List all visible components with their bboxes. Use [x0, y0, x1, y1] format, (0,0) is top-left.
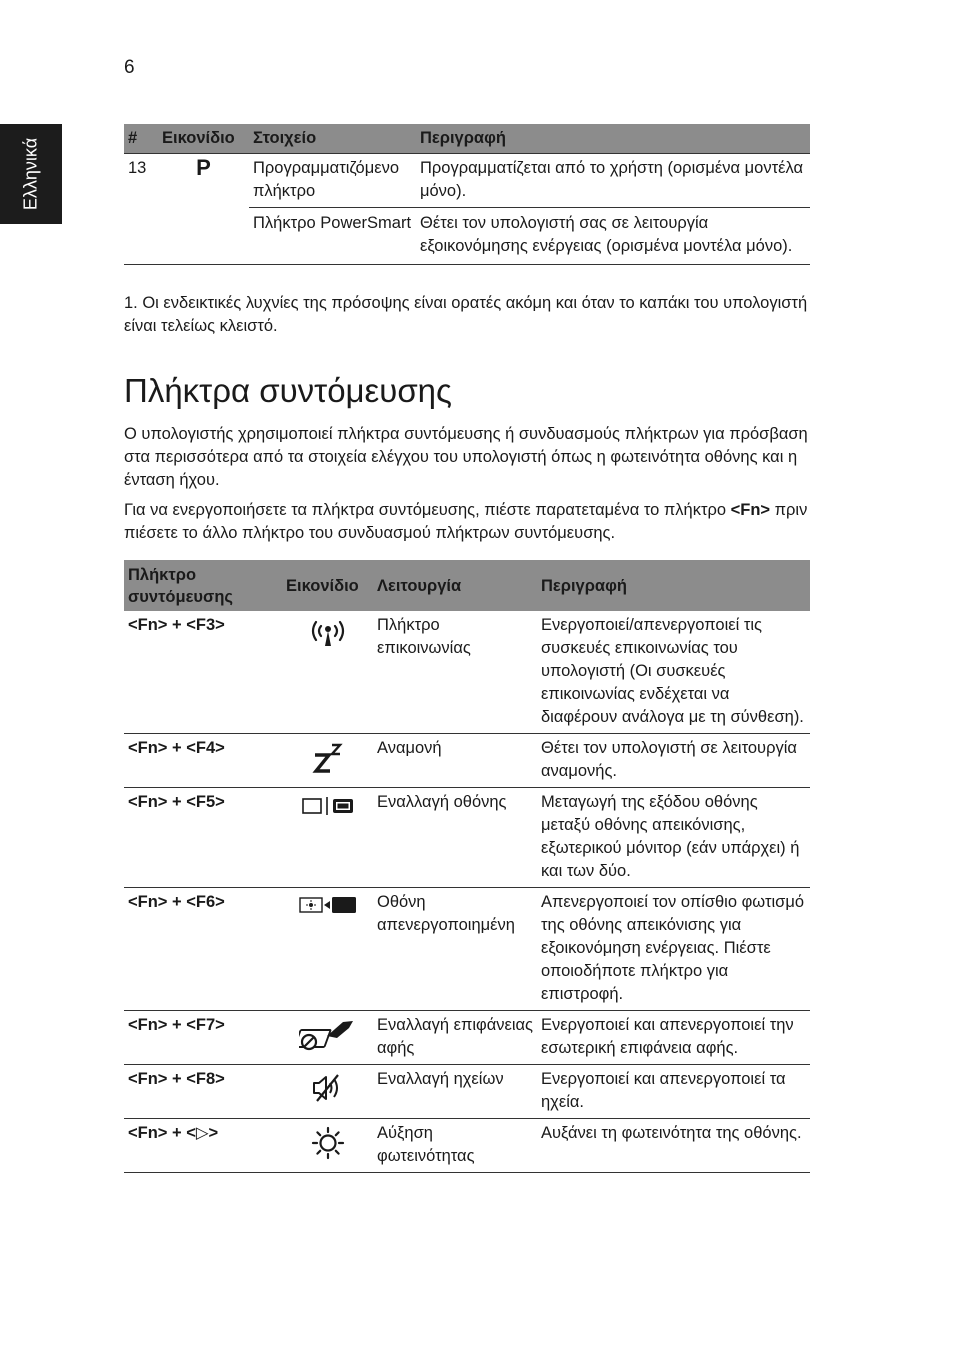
icon-cell [282, 611, 373, 734]
table-row [124, 1011, 810, 1065]
instruction-paragraph [124, 499, 814, 545]
hotkey-combination: <Fn> + <F8> [124, 1065, 282, 1119]
hotkey-combination: <Fn> + <F7> [124, 1011, 282, 1065]
column-header: Εικονίδιο [158, 124, 249, 154]
language-side-tab [0, 124, 62, 224]
table-row [124, 611, 810, 734]
icon-cell [282, 1119, 373, 1173]
wireless-communication-icon [309, 618, 347, 648]
hotkey-function: Αναμονή [373, 734, 537, 788]
table-row [124, 1119, 810, 1173]
p-key-icon: P [196, 155, 211, 180]
fn-key-label: <Fn> [730, 501, 771, 519]
hotkeys-table [124, 560, 810, 1173]
icon-cell [282, 1011, 373, 1065]
touchpad-toggle-icon [299, 1018, 357, 1052]
item-number: 13 [124, 154, 158, 265]
hotkey-description: Απενεργοποιεί τον οπίσθιο φωτισμό της οθόνης απεικόνισης για εξοικονόμηση ενέργειας. Πιέστε οποιοδήποτε πλήκτρο για επιστροφή. [537, 888, 810, 1011]
hotkey-description: Ενεργοποιεί και απενεργοποιεί τα ηχεία. [537, 1065, 810, 1119]
column-header: Λειτουργία [373, 560, 537, 611]
column-header: Περιγραφή [537, 560, 810, 611]
brightness-up-icon [311, 1126, 345, 1160]
table-row [124, 154, 810, 208]
hotkey-description: Θέτει τον υπολογιστή σε λειτουργία αναμονής. [537, 734, 810, 788]
footnote: 1. Οι ενδεικτικές λυχνίες της πρόσοψης είναι ορατές ακόμη και όταν το καπάκι του υπολογιστή είναι τελείως κλειστό. [124, 294, 808, 335]
hotkey-description: Αυξάνει τη φωτεινότητα της οθόνης. [537, 1119, 810, 1173]
column-header: Πλήκτρο συντόμευσης [124, 560, 282, 611]
instruction-text: πριν πιέσετε το άλλο πλήκτρο του συνδυασμού πλήκτρων συντόμευσης. [124, 501, 808, 542]
hotkey-function: Αύξηση φωτεινότητας [373, 1119, 537, 1173]
screen-off-icon [298, 895, 358, 915]
page-number: 6 [124, 57, 135, 78]
icon-cell [282, 888, 373, 1011]
icon-cell [282, 1065, 373, 1119]
hotkey-description: Ενεργοποιεί/απενεργοποιεί τις συσκευές επικοινωνίας του υπολογιστή (Οι συσκευές επικοινωνίας ενδέχεται να διαφέρουν ανάλογα με τη σύνθεση). [537, 611, 810, 734]
table-row [124, 788, 810, 888]
table-header-row [124, 560, 810, 611]
icon-cell [282, 788, 373, 888]
hotkey-combination: <Fn> + <F6> [124, 888, 282, 1011]
sleep-icon [311, 741, 345, 775]
hotkey-description: Μεταγωγή της εξόδου οθόνης μεταξύ οθόνης απεικόνισης, εξωτερικού μόνιτορ (εάν υπάρχει) ή και των δύο. [537, 788, 810, 888]
hotkey-function: Οθόνη απενεργοποιημένη [373, 888, 537, 1011]
keys-table [124, 124, 810, 265]
hotkey-combination: <Fn> + <▷> [124, 1119, 282, 1173]
hotkey-description: Ενεργοποιεί και απενεργοποιεί την εσωτερική επιφάνεια αφής. [537, 1011, 810, 1065]
column-header: Στοιχείο [249, 124, 416, 154]
language-label: Ελληνικά [20, 137, 41, 211]
hotkey-function: Πλήκτρο επικοινωνίας [373, 611, 537, 734]
column-header: Περιγραφή [416, 124, 810, 154]
hotkey-function: Εναλλαγή οθόνης [373, 788, 537, 888]
item-name: Προγραμματιζόμενο πλήκτρο [249, 154, 416, 208]
instruction-text: Για να ενεργοποιήσετε τα πλήκτρα συντόμευσης, πιέστε παρατεταμένα το πλήκτρο [124, 501, 731, 519]
hotkey-function: Εναλλαγή ηχείων [373, 1065, 537, 1119]
icon-cell [158, 154, 249, 265]
column-header: Εικονίδιο [282, 560, 373, 611]
section-heading: Πλήκτρα συντόμευσης [124, 372, 452, 409]
hotkey-combination: <Fn> + <F3> [124, 611, 282, 734]
item-description: Θέτει τον υπολογιστή σας σε λειτουργία εξοικονόμησης ενέργειας (ορισμένα μοντέλα μόνο). [416, 208, 810, 265]
table-row [124, 734, 810, 788]
intro-paragraph: Ο υπολογιστής χρησιμοποιεί πλήκτρα συντόμευσης ή συνδυασμούς πλήκτρων για πρόσβαση στα περισσότερα από τα στοιχεία ελέγχου του υπολογιστή όπως η φωτεινότητα οθόνης και η ένταση ήχου. [124, 425, 808, 489]
item-name: Πλήκτρο PowerSmart [249, 208, 416, 265]
item-description: Προγραμματίζεται από το χρήστη (ορισμένα μοντέλα μόνο). [416, 154, 810, 208]
icon-cell [282, 734, 373, 788]
hotkey-combination: <Fn> + <F4> [124, 734, 282, 788]
display-toggle-icon [301, 795, 355, 817]
speaker-toggle-icon [310, 1072, 346, 1104]
hotkey-combination: <Fn> + <F5> [124, 788, 282, 888]
hotkey-function: Εναλλαγή επιφάνειας αφής [373, 1011, 537, 1065]
table-row [124, 1065, 810, 1119]
column-header: # [124, 124, 158, 154]
table-row [124, 888, 810, 1011]
table-header-row [124, 124, 810, 154]
